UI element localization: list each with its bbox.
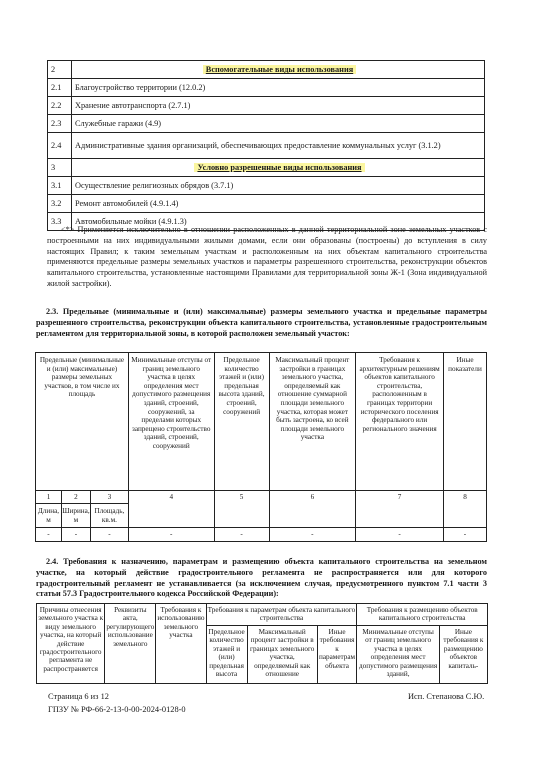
land-use-table	[47, 60, 485, 231]
row-number: 2.2	[48, 97, 72, 115]
subheader-coverage: Максимальный процент застройки в границах земельного участка, определяемый как отношение	[247, 626, 317, 684]
table-row	[48, 159, 485, 177]
subheader-floors: Предельное количество этажей и (или) предельная высота	[206, 626, 247, 684]
column-number: 6	[269, 491, 356, 528]
row-number: 3.1	[48, 177, 72, 195]
table-row	[48, 61, 485, 79]
header-placement-requirements: Требования к размещению объектов капитального строительства	[357, 604, 488, 626]
executor-name: Исп. Степанова С.Ю.	[408, 692, 485, 701]
row-text: Осуществление религиозных обрядов (3.7.1)	[72, 177, 485, 195]
cell-value: -	[443, 528, 486, 542]
cell-value: -	[269, 528, 356, 542]
row-text	[72, 159, 485, 177]
column-number: 8	[443, 491, 486, 528]
header-floors-height: Предельное количество этажей и (или) предельная высота зданий, строений, сооружений	[214, 353, 269, 491]
column-number: 7	[356, 491, 444, 528]
header-min-setbacks: Минимальные отступы от границ земельного участка в целях определения мест допустимого размещения зданий, строений, сооружений, за пределами которых запрещено строительство зданий, строений, сооружений	[128, 353, 214, 491]
row-number: 3.2	[48, 195, 72, 213]
column-number: 2	[61, 491, 90, 504]
table-row	[48, 97, 485, 115]
row-number: 3.3	[48, 213, 72, 231]
header-usage-requirements: Требования к использованию земельного участка	[156, 604, 206, 684]
subheader-length: Длина, м	[36, 504, 62, 528]
section-heading-auxiliary: Вспомогательные виды использования	[203, 65, 356, 74]
row-text: Автомобильные мойки (4.9.1.3)	[72, 213, 485, 231]
cell-value: -	[90, 528, 128, 542]
document-id: ГПЗУ № РФ-66-2-13-0-00-2024-0128-0	[48, 705, 186, 714]
header-plot-size: Предельные (минимальные и (или) максимальные) размеры земельных участков, в том числе их площадь	[36, 353, 129, 491]
row-text	[72, 61, 485, 79]
row-number: 3	[48, 159, 72, 177]
column-number: 1	[36, 491, 62, 504]
limits-table	[35, 352, 487, 542]
section-2-4-heading: 2.4. Требования к назначению, параметрам и размещению объекта капитального строительства на земельном участке, на который действие градостроительного регламента не распространяется или для которого градостроительный регламент не устанавливается (за исключением случая, предусмотренного пунктом 7.1 части 3 статьи 57.3 Градостроительного кодекса Российской Федерации):	[36, 557, 487, 599]
table-row	[48, 133, 485, 159]
row-text: Административные здания организаций, обеспечивающих предоставление коммунальных услуг (3.1.2)	[72, 133, 485, 159]
column-number: 5	[214, 491, 269, 528]
column-number: 4	[128, 491, 214, 528]
row-number: 2.4	[48, 133, 72, 159]
table-header-row	[36, 353, 487, 491]
header-other: Иные показатели	[443, 353, 486, 491]
page-number: Страница 6 из 12	[48, 692, 109, 701]
row-number: 2.3	[48, 115, 72, 133]
table-header-row	[37, 604, 488, 626]
row-text: Ремонт автомобилей (4.9.1.4)	[72, 195, 485, 213]
row-number: 2.1	[48, 79, 72, 97]
table-row	[48, 177, 485, 195]
header-reasons: Причины отнесения земельного участка к виду земельного участка, на который действие градостроительного регламента не распространяется	[37, 604, 105, 684]
subheader-setbacks: Минимальные отступы от границ земельного участка в целях определения мест допустимого размещения зданий,	[357, 626, 439, 684]
table-number-row	[36, 491, 487, 504]
row-text: Благоустройство территории (12.0.2)	[72, 79, 485, 97]
subheader-width: Ширина, м	[61, 504, 90, 528]
cell-value: -	[36, 528, 62, 542]
footnote-paragraph: <*> Применяется исключительно в отношении расположенных в данной территориальной зоне земельных участков с построенными на них индивидуальными жилыми домами, если они образованы (построены) до вступления в силу настоящих Правил; к таким земельным участкам и расположенным на них объектам капитального строительства применяются предельные размеры земельных участков и параметры разрешенного строительства, реконструкции объектов капитального строительства, установленные настоящими Правилами для территориальной зоны Ж-1 (Зона индивидуальной жилой застройки).	[47, 225, 487, 288]
cell-value: -	[61, 528, 90, 542]
row-text: Хранение автотранспорта (2.7.1)	[72, 97, 485, 115]
cell-value: -	[128, 528, 214, 542]
subheader-other-placement: Иные требования к размещению объектов капиталь-	[439, 626, 487, 684]
row-number: 2	[48, 61, 72, 79]
placement-requirements-table	[36, 603, 488, 684]
header-parameter-requirements: Требования к параметрам объекта капитального строительства	[206, 604, 357, 626]
column-number: 3	[90, 491, 128, 504]
section-2-3-heading: 2.3. Предельные (минимальные и (или) максимальные) размеры земельного участка и предельные параметры разрешенного строительства, реконструкции объекта капитального строительства, установленные градостроительным регламентом для территориальной зоны, в которой расположен земельный участок:	[36, 307, 487, 338]
header-max-coverage: Максимальный процент застройки в границах земельного участка, определяемый как отношение суммарной площади земельного участка, которая может быть застроена, ко всей площади земельного участка	[269, 353, 356, 491]
table-row	[48, 195, 485, 213]
table-row	[48, 115, 485, 133]
table-row	[48, 79, 485, 97]
cell-value: -	[214, 528, 269, 542]
header-act-details: Реквизиты акта, регулирующего использование земельного	[105, 604, 156, 684]
section-heading-conditional: Условно разрешенные виды использования	[194, 163, 364, 172]
header-architecture: Требования к архитектурным решениям объектов капитального строительства, расположенным в границах территории исторического поселения федерального или регионального значения	[356, 353, 444, 491]
subheader-area: Площадь, кв.м.	[90, 504, 128, 528]
subheader-other-params: Иные требования к параметрам объекта	[317, 626, 357, 684]
row-text: Служебные гаражи (4.9)	[72, 115, 485, 133]
table-row	[36, 528, 487, 542]
cell-value: -	[356, 528, 444, 542]
